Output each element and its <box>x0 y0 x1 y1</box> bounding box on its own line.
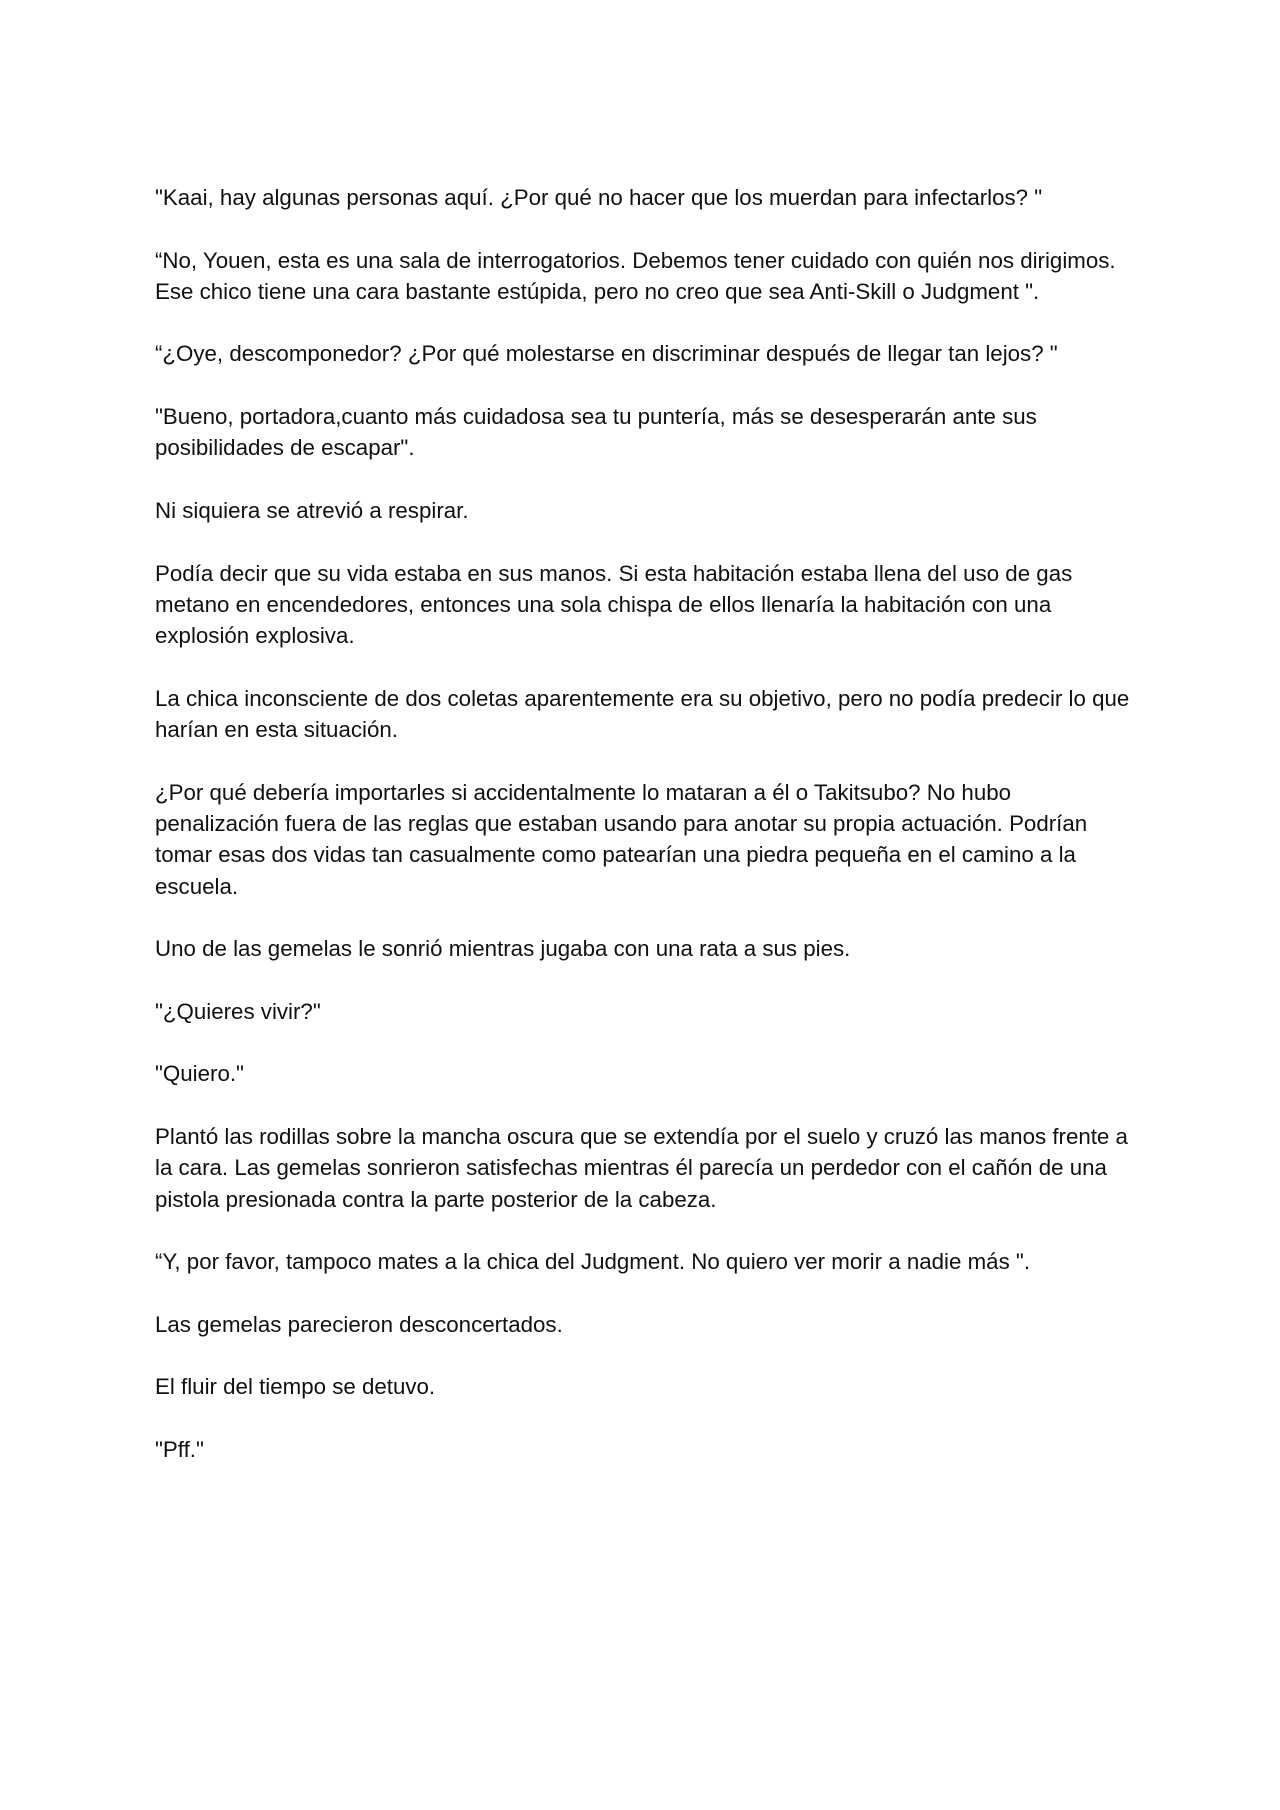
paragraph: "Kaai, hay algunas personas aquí. ¿Por qué no hacer que los muerdan para infectarlos? " <box>155 185 1043 210</box>
paragraph: El fluir del tiempo se detuvo. <box>155 1374 436 1400</box>
paragraph: La chica inconsciente de dos coletas aparentemente era su objetivo, pero no podía predecir lo que harían en esta situación. <box>155 685 1130 743</box>
paragraph: Plantó las rodillas sobre la mancha oscura que se extendía por el suelo y cruzó las manos frente a la cara. Las gemelas sonrieron satisfechas mientras él parecía un perdedor con el cañón de una pistola presionada contra la parte posterior de la cabeza. <box>155 1123 1128 1212</box>
paragraph: Podía decir que su vida estaba en sus manos. Si esta habitación estaba llena del uso de gas metano en encendedores, entonces una sola chispa de ellos llenaría la habitación con una explosión explosiva. <box>155 560 1073 649</box>
paragraph: "¿Quieres vivir?" <box>155 998 321 1024</box>
paragraph: Ni siquiera se atrevió a respirar. <box>155 497 469 523</box>
paragraph: “No, Youen, esta es una sala de interrogatorios. Debemos tener cuidado con quién nos dirigimos. Ese chico tiene una cara bastante estúpida, pero no creo que sea Anti-Skill o Judgment ". <box>155 247 1116 304</box>
paragraph: “¿Oye, descomponedor? ¿Por qué molestarse en discriminar después de llegar tan lejos? " <box>155 341 1058 367</box>
document-body <box>155 182 1135 1496</box>
paragraph: Las gemelas parecieron desconcertados. <box>155 1311 563 1337</box>
paragraph: "Quiero." <box>155 1061 244 1087</box>
paragraph: "Bueno, portadora,cuanto más cuidadosa sea tu puntería, más se desesperarán ante sus posibilidades de escapar". <box>155 404 1037 461</box>
paragraph: “Y, por favor, tampoco mates a la chica del Judgment. No quiero ver morir a nadie más ". <box>155 1249 1031 1275</box>
paragraph: Uno de las gemelas le sonrió mientras jugaba con una rata a sus pies. <box>155 936 851 962</box>
paragraph: "Pff." <box>155 1436 204 1462</box>
paragraph: ¿Por qué debería importarles si accidentalmente lo mataran a él o Takitsubo? No hubo penalización fuera de las reglas que estaban usando para anotar su propia actuación. Podrían tomar esas dos vidas tan casualmente como patearían una piedra pequeña en el camino a la escuela. <box>155 779 1088 899</box>
